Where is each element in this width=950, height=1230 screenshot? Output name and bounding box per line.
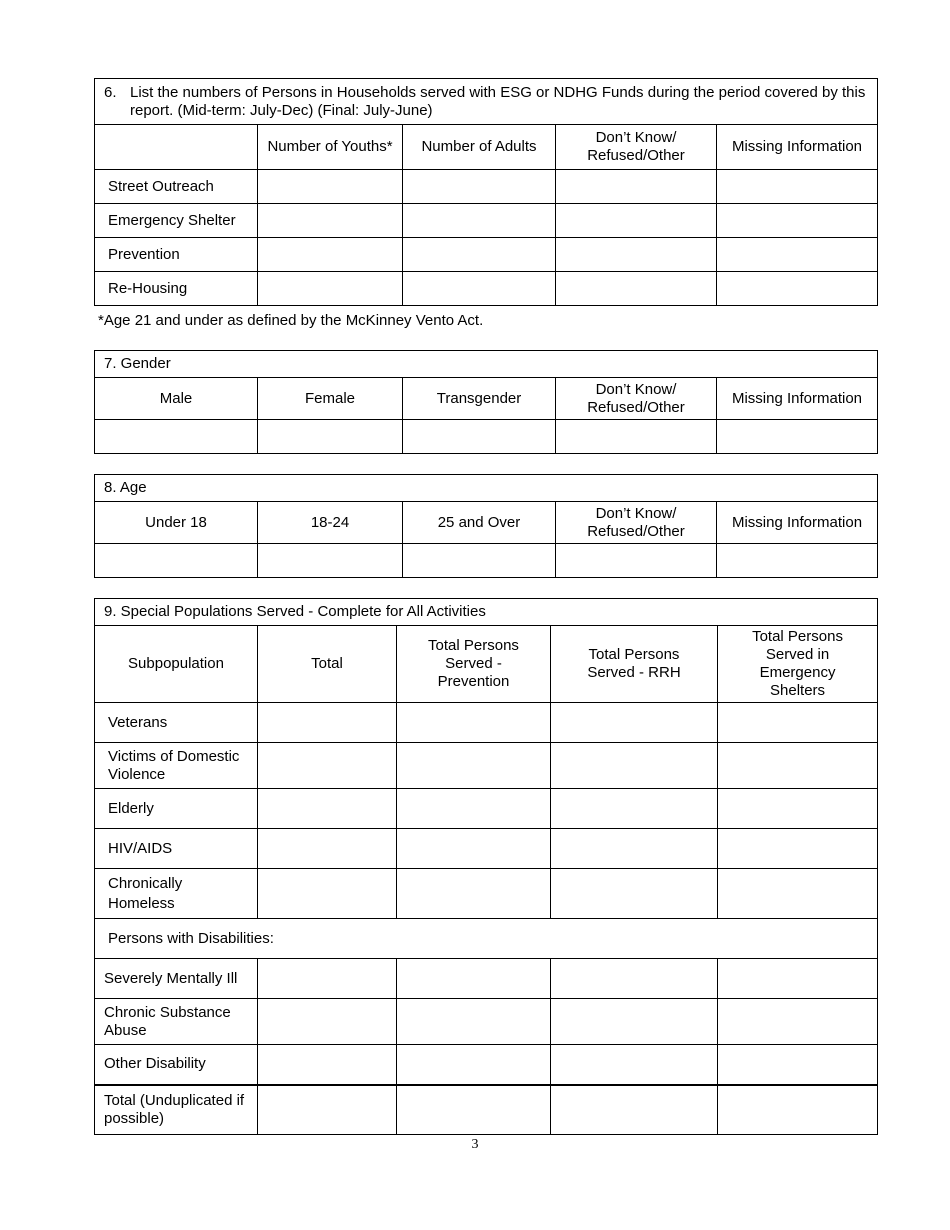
input-cell[interactable] xyxy=(397,1085,551,1135)
input-cell[interactable] xyxy=(258,170,403,204)
input-cell[interactable] xyxy=(556,420,717,454)
input-cell[interactable] xyxy=(718,1085,878,1135)
column-header: Under 18 xyxy=(95,502,258,544)
column-header: Don’t Know/ Refused/Other xyxy=(556,125,717,170)
section-6-corner-cell xyxy=(95,125,258,170)
section-7-title: 7. Gender xyxy=(95,351,878,378)
row-label-severely-mentally-ill: Severely Mentally Ill xyxy=(95,959,258,999)
column-header: 25 and Over xyxy=(403,502,556,544)
column-header: Total Persons Served in Emergency Shelters xyxy=(718,626,878,703)
column-header: Total Persons Served - Prevention xyxy=(397,626,551,703)
row-label-total-unduplicated: Total (Unduplicated if possible) xyxy=(95,1085,258,1135)
input-cell[interactable] xyxy=(258,238,403,272)
section-8-title: 8. Age xyxy=(95,475,878,502)
column-header: Total Persons Served - RRH xyxy=(551,626,718,703)
column-header: Subpopulation xyxy=(95,626,258,703)
input-cell[interactable] xyxy=(718,703,878,743)
input-cell[interactable] xyxy=(718,829,878,869)
section-9-title: 9. Special Populations Served - Complete for All Activities xyxy=(95,599,878,626)
input-cell[interactable] xyxy=(258,829,397,869)
row-label-prevention: Prevention xyxy=(95,238,258,272)
row-label-hiv-aids: HIV/AIDS xyxy=(95,829,258,869)
input-cell[interactable] xyxy=(718,743,878,789)
row-label-victims-of-domestic-violence: Victims of Domestic Violence xyxy=(95,743,258,789)
input-cell[interactable] xyxy=(397,869,551,919)
input-cell[interactable] xyxy=(258,204,403,238)
input-cell[interactable] xyxy=(718,869,878,919)
input-cell[interactable] xyxy=(258,1085,397,1135)
input-cell[interactable] xyxy=(717,238,878,272)
row-label-elderly: Elderly xyxy=(95,789,258,829)
section-6-title: List the numbers of Persons in Households served with ESG or NDHG Funds during the period covered by this report. (Mid-term: July-Dec) (Final: July-June) xyxy=(130,83,866,119)
input-cell[interactable] xyxy=(397,959,551,999)
input-cell[interactable] xyxy=(403,544,556,578)
row-label-other-disability: Other Disability xyxy=(95,1045,258,1085)
page-number: 3 xyxy=(471,1137,479,1152)
input-cell[interactable] xyxy=(258,420,403,454)
row-label-chronic-substance-abuse: Chronic Substance Abuse xyxy=(95,999,258,1045)
column-header: Female xyxy=(258,378,403,420)
input-cell[interactable] xyxy=(551,829,718,869)
input-cell[interactable] xyxy=(718,959,878,999)
section-9-table xyxy=(94,598,878,1135)
input-cell[interactable] xyxy=(403,170,556,204)
input-cell[interactable] xyxy=(403,272,556,306)
input-cell[interactable] xyxy=(258,544,403,578)
input-cell[interactable] xyxy=(258,743,397,789)
column-header: Number of Youths* xyxy=(258,125,403,170)
input-cell[interactable] xyxy=(551,1045,718,1085)
column-header: Total xyxy=(258,626,397,703)
column-header: 18-24 xyxy=(258,502,403,544)
persons-with-disabilities-label: Persons with Disabilities: xyxy=(95,919,878,959)
input-cell[interactable] xyxy=(258,869,397,919)
section-8-table xyxy=(94,474,878,578)
input-cell[interactable] xyxy=(551,743,718,789)
input-cell[interactable] xyxy=(551,959,718,999)
column-header: Male xyxy=(95,378,258,420)
input-cell[interactable] xyxy=(551,703,718,743)
input-cell[interactable] xyxy=(397,1045,551,1085)
column-header: Missing Information xyxy=(717,502,878,544)
input-cell[interactable] xyxy=(95,420,258,454)
section-6-header xyxy=(95,79,878,125)
input-cell[interactable] xyxy=(556,238,717,272)
section-7-table xyxy=(94,350,878,454)
column-header: Transgender xyxy=(403,378,556,420)
input-cell[interactable] xyxy=(556,544,717,578)
column-header: Don’t Know/ Refused/Other xyxy=(556,502,717,544)
input-cell[interactable] xyxy=(717,272,878,306)
input-cell[interactable] xyxy=(397,703,551,743)
row-label-veterans: Veterans xyxy=(95,703,258,743)
input-cell[interactable] xyxy=(718,789,878,829)
section-6-number: 6. xyxy=(104,83,117,101)
input-cell[interactable] xyxy=(717,544,878,578)
column-header: Don’t Know/ Refused/Other xyxy=(556,378,717,420)
input-cell[interactable] xyxy=(551,1085,718,1135)
input-cell[interactable] xyxy=(403,238,556,272)
column-header: Number of Adults xyxy=(403,125,556,170)
input-cell[interactable] xyxy=(258,959,397,999)
row-label-chronically-homeless: Chronically Homeless xyxy=(95,869,258,919)
input-cell[interactable] xyxy=(718,999,878,1045)
input-cell[interactable] xyxy=(403,204,556,238)
input-cell[interactable] xyxy=(258,789,397,829)
input-cell[interactable] xyxy=(718,1045,878,1085)
section-6-footnote: *Age 21 and under as defined by the McKinney Vento Act. xyxy=(98,312,484,329)
input-cell[interactable] xyxy=(258,999,397,1045)
input-cell[interactable] xyxy=(551,789,718,829)
input-cell[interactable] xyxy=(397,789,551,829)
input-cell[interactable] xyxy=(551,869,718,919)
input-cell[interactable] xyxy=(258,272,403,306)
row-label-street-outreach: Street Outreach xyxy=(95,170,258,204)
row-label-emergency-shelter: Emergency Shelter xyxy=(95,204,258,238)
input-cell[interactable] xyxy=(397,999,551,1045)
input-cell[interactable] xyxy=(556,272,717,306)
input-cell[interactable] xyxy=(258,1045,397,1085)
input-cell[interactable] xyxy=(95,544,258,578)
input-cell[interactable] xyxy=(258,703,397,743)
row-label-re-housing: Re-Housing xyxy=(95,272,258,306)
input-cell[interactable] xyxy=(397,743,551,789)
input-cell[interactable] xyxy=(717,204,878,238)
input-cell[interactable] xyxy=(551,999,718,1045)
input-cell[interactable] xyxy=(717,170,878,204)
column-header: Missing Information xyxy=(717,378,878,420)
column-header: Missing Information xyxy=(717,125,878,170)
input-cell[interactable] xyxy=(556,170,717,204)
input-cell[interactable] xyxy=(403,420,556,454)
section-6-table xyxy=(94,78,878,306)
input-cell[interactable] xyxy=(717,420,878,454)
input-cell[interactable] xyxy=(397,829,551,869)
input-cell[interactable] xyxy=(556,204,717,238)
